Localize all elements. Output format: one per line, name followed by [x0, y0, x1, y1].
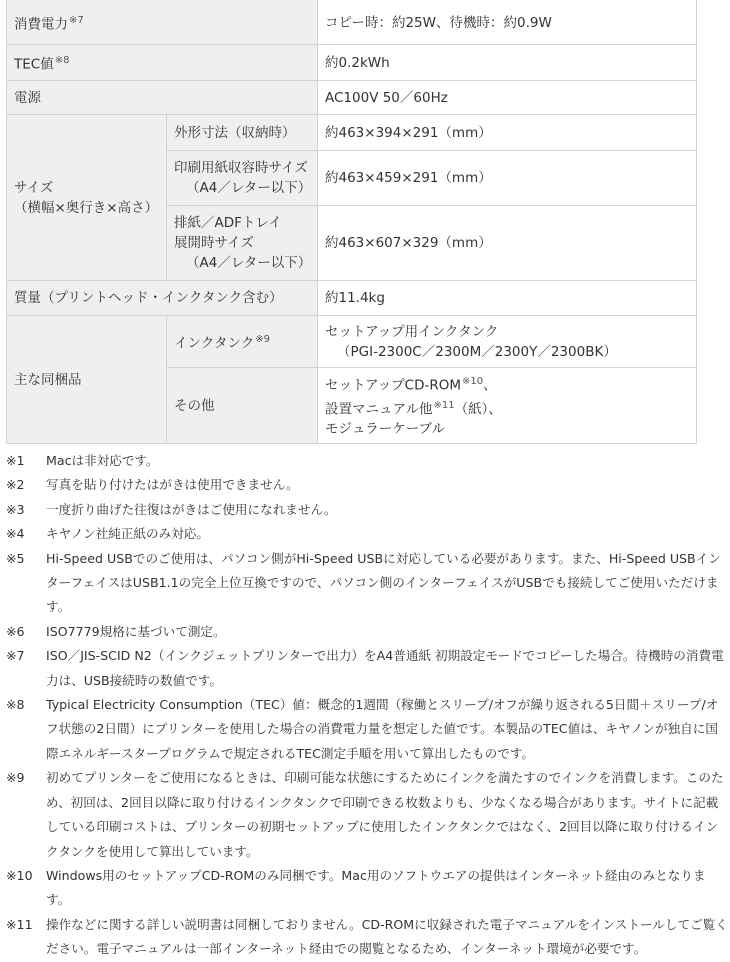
footnote-mark: ※6 [6, 623, 25, 639]
tec-value: 約0.2kWh [318, 45, 697, 81]
footnote-mark: ※10 [6, 867, 33, 883]
size-value-1: 約463×394×291（mm） [318, 115, 697, 151]
footnote-mark: ※4 [6, 526, 25, 542]
size-sub-label-3-line2: 展開時サイズ [174, 235, 254, 251]
tec-note: ※8 [54, 54, 70, 66]
spec-row-tec [7, 45, 697, 81]
spec-row-source [7, 81, 697, 115]
other-line2-tail: （紙）、 [454, 401, 502, 417]
spec-row-power [7, 0, 697, 45]
footnote-mark: ※11 [6, 916, 33, 932]
footnote-9 [6, 766, 728, 864]
size-sub-label-3 [167, 206, 318, 281]
ink-label-cell [167, 316, 318, 368]
spec-row-bundle-ink [7, 316, 697, 368]
size-value-2: 約463×459×291（mm） [318, 151, 697, 206]
footnote-5 [6, 547, 728, 620]
footnote-11 [6, 913, 728, 962]
footnote-2 [6, 473, 728, 497]
footnote-3 [6, 498, 728, 522]
footnote-text: キヤノン社純正紙のみ対応。 [46, 526, 209, 542]
tec-label-cell [7, 45, 318, 81]
power-label: 消費電力 [14, 16, 68, 33]
footnote-mark: ※3 [6, 501, 25, 517]
footnote-text: Windows用のセットアップCD-ROMのみ同梱です。Mac用のソフトウエアの提供はインターネット経由のみとなります。 [46, 867, 706, 908]
spec-row-weight [7, 281, 697, 316]
footnote-mark: ※9 [6, 770, 25, 786]
footnote-10 [6, 864, 728, 913]
other-line1-tail: 、 [483, 377, 497, 394]
footnote-8 [6, 693, 728, 766]
size-sub-label-3-line3: （A4／レター以下） [186, 255, 312, 271]
power-value: コピー時：約25W、待機時：約0.9W [318, 0, 697, 45]
footnote-mark: ※1 [6, 453, 25, 468]
weight-value: 約11.4kg [318, 281, 697, 316]
ink-label: インクタンク [174, 335, 255, 352]
footnote-text: 初めてプリンターをご使用になるときは、印刷可能な状態にするためにインクを満たすのでインクを消費します。このため、初回は、2回目以降に取り付けるインクタンクで印刷できる枚数よりも、少なくなる場合があります。サイトに記載している印刷コストは、プリンターの初期セットアップに使用したインクタンクではなく、2回目以降に取り付けるインクタンクを使用して算出しています。 [46, 770, 724, 859]
other-line2-note: ※11 [433, 399, 455, 411]
other-value-line3: モジュラーケーブル [325, 421, 446, 437]
ink-value-cell [318, 316, 697, 368]
ink-value-line1: セットアップ用インクタンク [325, 323, 499, 340]
size-label-cell [7, 115, 167, 281]
size-label: サイズ [14, 179, 54, 196]
footnote-6 [6, 620, 728, 644]
other-label: その他 [167, 368, 318, 444]
footnote-mark: ※8 [6, 697, 25, 713]
power-note: ※7 [69, 14, 84, 26]
footnote-text: Macは非対応です。 [46, 453, 159, 468]
size-sub-label-2-line2: （A4／レター以下） [186, 180, 312, 196]
size-sub-label-2 [167, 151, 318, 206]
ink-note: ※9 [255, 333, 270, 345]
size-sub-label-1: 外形寸法（収納時） [167, 115, 318, 151]
size-label-sub: （横幅×奥行き×高さ） [14, 199, 159, 216]
other-value-line2 [325, 396, 689, 420]
source-value: AC100V 50／60Hz [318, 81, 697, 115]
footnote-text: 写真を貼り付けたはがきは使用できません。 [46, 477, 299, 493]
spec-table [6, 0, 697, 444]
footnote-4 [6, 522, 728, 546]
bundle-label: 主な同梱品 [7, 316, 167, 444]
size-sub-label-2-line1: 印刷用紙収容時サイズ [174, 160, 308, 176]
footnote-text: Typical Electricity Consumption（TEC）値：概念的1週間（稼働とスリープ/オフが繰り返される5日間＋スリープ/オフ状態の2日間）にプリンターを使用した場合の消費電力量を想定した値です。本製品のTEC値は、キヤノンが独自に国際エネルギースタープログラムで規定されるTEC測定手順を用いて算出したものです。 [46, 697, 719, 761]
other-value-line1 [325, 372, 689, 396]
other-line1-note: ※10 [462, 376, 484, 387]
other-line1-text: セットアップCD-ROM [325, 377, 461, 394]
footnote-mark: ※2 [6, 477, 25, 493]
footnote-mark: ※5 [6, 550, 25, 566]
footnote-text: 一度折り曲げた往復はがきはご使用になれません。 [46, 501, 337, 517]
other-line2-text: 設置マニュアル他 [325, 401, 433, 417]
footnote-7 [6, 644, 728, 693]
power-label-cell [7, 0, 318, 45]
footnote-text: ISO／JIS-SCID N2（インクジェットプリンターで出力）をA4普通紙 初期設定モードでコピーした場合。待機時の消費電力は、USB接続時の数値です。 [46, 648, 724, 688]
source-label: 電源 [7, 81, 318, 115]
footnote-text: Hi-Speed USBでのご使用は、パソコン側がHi-Speed USBに対応している必要があります。また、Hi-Speed USBインターフェイスはUSB1.1の完全上位互換ですので、パソコン側のインターフェイスがUSBでも接続してご使用いただけます。 [46, 550, 721, 615]
footnotes [6, 449, 728, 962]
spec-row-size-1 [7, 115, 697, 151]
footnote-text: 操作などに関する詳しい説明書は同梱しておりません。CD-ROMに収録された電子マニュアルをインストールしてご覧ください。電子マニュアルは一部インターネット経由での閲覧となるため、インターネット環境が必要です。 [46, 916, 728, 957]
size-value-3: 約463×607×329（mm） [318, 206, 697, 281]
footnote-mark: ※7 [6, 648, 25, 664]
size-sub-label-3-line1: 排紙／ADFトレイ [174, 215, 282, 231]
footnote-1 [6, 449, 728, 473]
tec-label: TEC値 [14, 56, 54, 73]
other-value-cell [318, 368, 697, 444]
weight-label: 質量（プリントヘッド・インクタンク含む） [7, 281, 318, 316]
footnote-text: ISO7779規格に基づいて測定。 [46, 623, 226, 639]
ink-value-line2: （PGI-2300C／2300M／2300Y／2300BK） [337, 343, 617, 360]
